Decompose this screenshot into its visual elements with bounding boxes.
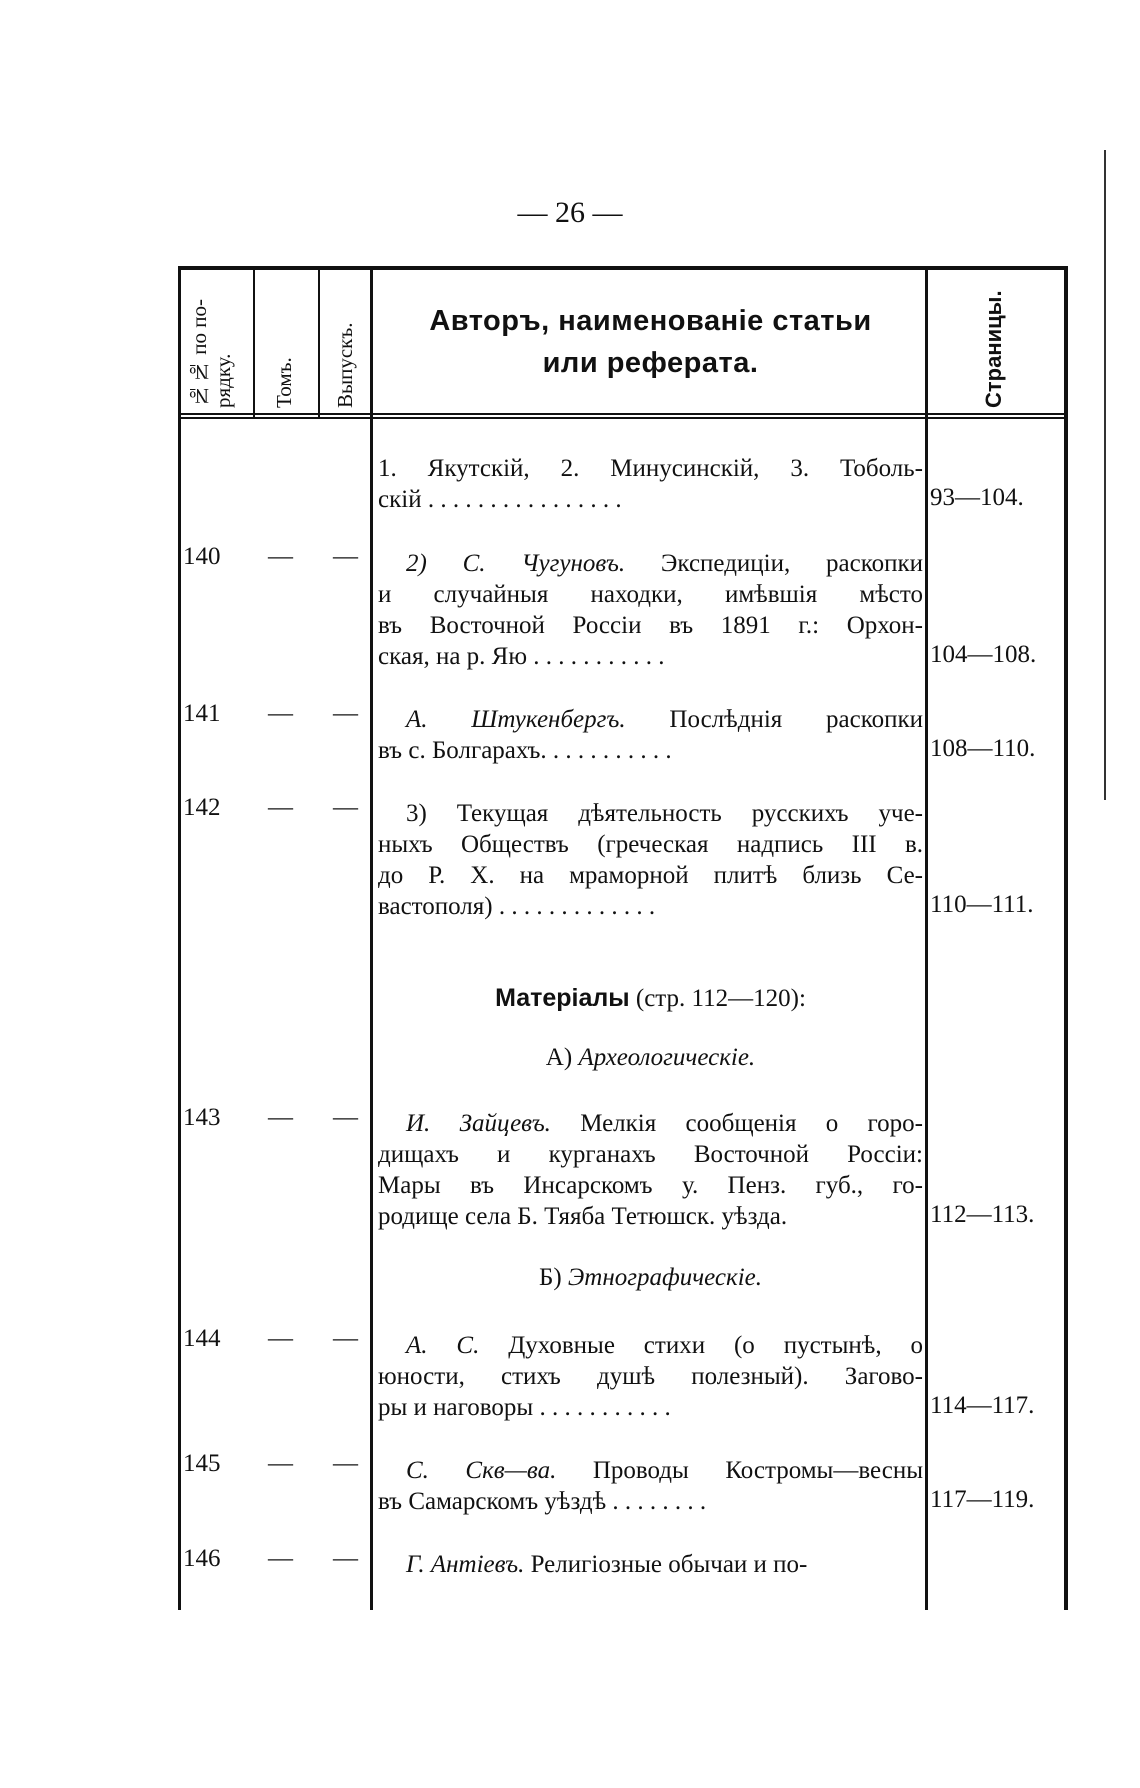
entry-144-number: 144 xyxy=(183,1325,221,1352)
col-divider-2 xyxy=(318,270,320,417)
entry-146-issue-dash: — xyxy=(333,1545,358,1572)
entry-142-line3: до Р. Х. на мраморной плитѣ близь Се- xyxy=(378,862,923,889)
entry-142-pages: 110—111. xyxy=(930,891,1034,918)
entry-145-issue-dash: — xyxy=(333,1450,358,1477)
entry-0 xyxy=(378,453,923,515)
entry-144 xyxy=(378,1330,923,1423)
entry-142-number: 142 xyxy=(183,794,221,821)
entry-145-volume-dash: — xyxy=(268,1450,293,1477)
section-materials-rest: (стр. 112—120): xyxy=(629,985,806,1012)
entry-145-pages: 117—119. xyxy=(930,1486,1035,1513)
entry-141 xyxy=(378,704,923,766)
page-number: — 26 — xyxy=(517,196,623,229)
entry-0-line: 1. Якутскій, 2. Минусинскій, 3. Тоболь- xyxy=(378,455,923,482)
entry-144-issue-dash: — xyxy=(333,1325,358,1352)
entry-142-line2: ныхъ Обществъ (греческая надпись III в. xyxy=(378,831,923,858)
entry-146-number: 146 xyxy=(183,1545,221,1572)
header-row-number xyxy=(187,278,235,408)
section-archaeological xyxy=(378,1044,923,1072)
entry-143-line2: дищахъ и курганахъ Восточной Россіи: xyxy=(378,1141,923,1168)
entry-143-pages: 112—113. xyxy=(930,1201,1035,1228)
header-title-line2: или реферата. xyxy=(542,347,759,379)
entry-143-line1: И. Зайцевъ. Мелкія сообщенія о горо- xyxy=(406,1110,923,1137)
col-divider-3 xyxy=(370,270,373,1610)
entry-143-volume-dash: — xyxy=(268,1104,293,1131)
entry-144-last: ры и наговоры . . . . . . . . . . . xyxy=(378,1394,671,1421)
entry-140-line1: 2) С. Чугуновъ. Экспедиціи, раскопки xyxy=(406,550,923,577)
section-a-prefix: А) xyxy=(545,1044,579,1071)
entry-143-issue-dash: — xyxy=(333,1104,358,1131)
entry-146-volume-dash: — xyxy=(268,1545,293,1572)
entry-143-last: родище села Б. Тяяба Тетюшск. уѣзда. xyxy=(378,1203,788,1230)
entry-140-line3: въ Восточной Россіи въ 1891 г.: Орхон- xyxy=(378,612,923,639)
header-row-number-line1: №№ по по- xyxy=(187,299,211,408)
col-divider-4 xyxy=(925,270,928,1610)
header-volume: Томъ. xyxy=(272,357,296,408)
entry-141-issue-dash: — xyxy=(333,700,358,727)
table-left-border xyxy=(178,266,181,1610)
entry-145-number: 145 xyxy=(183,1450,221,1477)
entry-0-pages: 93—104. xyxy=(930,484,1024,511)
entry-145-line1: С. Скв—ва. Проводы Костромы—весны xyxy=(406,1457,924,1484)
entry-140-last: ская, на р. Яю . . . . . . . . . . . xyxy=(378,643,665,670)
header-bottom-rule-2 xyxy=(178,417,1068,419)
entry-140-pages: 104—108. xyxy=(930,641,1037,668)
entry-144-volume-dash: — xyxy=(268,1325,293,1352)
entry-0-last: скій . . . . . . . . . . . . . . . . xyxy=(378,486,622,513)
entry-142-volume-dash: — xyxy=(268,794,293,821)
page-edge-line xyxy=(1104,150,1106,800)
entry-140-volume-dash: — xyxy=(268,543,293,570)
entry-141-line1: А. Штукенбергъ. Послѣднія раскопки xyxy=(406,706,924,733)
entry-144-pages: 114—117. xyxy=(930,1392,1035,1419)
entry-143 xyxy=(378,1108,923,1232)
entry-140-issue-dash: — xyxy=(333,543,358,570)
entry-142-issue-dash: — xyxy=(333,794,358,821)
entry-146 xyxy=(378,1549,923,1580)
header-issue: Выпускъ. xyxy=(333,322,357,408)
header-pages: Страницы. xyxy=(981,290,1006,408)
section-materials xyxy=(378,984,923,1013)
entry-142-line1: 3) Текущая дѣятельность русскихъ уче- xyxy=(406,800,923,827)
section-b-title: Этнографическіе. xyxy=(567,1264,763,1291)
header-row-number-line2: рядку. xyxy=(211,353,235,408)
entry-141-pages: 108—110. xyxy=(930,735,1036,762)
header-title-line1: Авторъ, наименованіе статьи xyxy=(429,305,872,337)
entry-146-line1: Г. Антіевъ. Религіозные обычаи и по- xyxy=(406,1551,808,1578)
header-title xyxy=(378,300,923,384)
entry-140 xyxy=(378,548,923,672)
entry-141-volume-dash: — xyxy=(268,700,293,727)
col-divider-1 xyxy=(253,270,255,417)
entry-145 xyxy=(378,1455,923,1517)
table-top-rule xyxy=(178,266,1068,270)
entry-140-number: 140 xyxy=(183,543,221,570)
section-ethnographic xyxy=(378,1264,923,1292)
table-right-border xyxy=(1064,266,1068,1610)
entry-141-number: 141 xyxy=(183,700,221,727)
entry-143-line3: Мары въ Инсарскомъ у. Пенз. губ., го- xyxy=(378,1172,923,1199)
entry-140-author: 2) С. Чугуновъ. xyxy=(406,550,626,577)
entry-144-line1: А. С. Духовные стихи (о пустынѣ, о xyxy=(406,1332,923,1359)
entry-142-last: вастополя) . . . . . . . . . . . . . xyxy=(378,893,656,920)
section-materials-bold: Матеріалы xyxy=(495,984,630,1012)
entry-144-line2: юности, стихъ душѣ полезный). Загово- xyxy=(378,1363,923,1390)
entry-143-number: 143 xyxy=(183,1104,221,1131)
entry-141-last: въ с. Болгарахъ. . . . . . . . . . . xyxy=(378,737,672,764)
entry-142 xyxy=(378,798,923,922)
header-bottom-rule xyxy=(178,413,1068,415)
section-b-prefix: Б) xyxy=(538,1264,568,1291)
section-a-title: Археологическіе. xyxy=(578,1044,756,1071)
entry-140-line2: и случайныя находки, имѣвшія мѣсто xyxy=(378,581,923,608)
entry-145-last: въ Самарскомъ уѣздѣ . . . . . . . . xyxy=(378,1488,707,1515)
